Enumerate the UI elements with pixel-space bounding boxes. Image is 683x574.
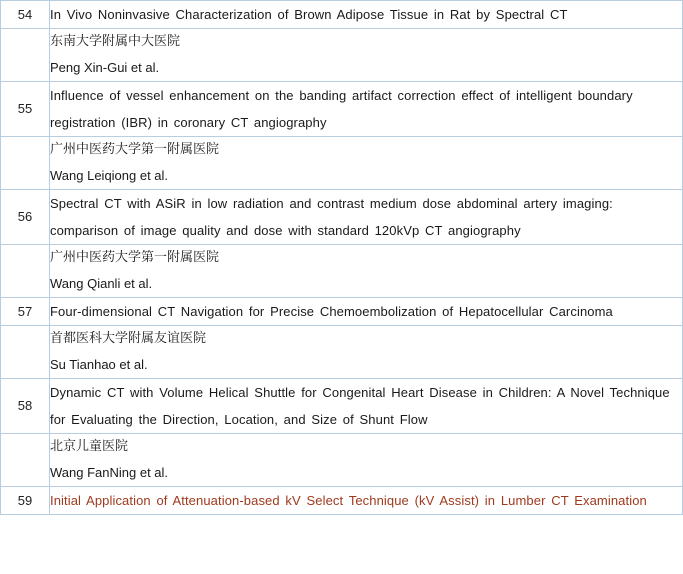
table-row [1, 1, 683, 29]
row-number: 55 [1, 82, 50, 137]
row-number-spacer [1, 326, 50, 379]
row-number: 58 [1, 379, 50, 434]
affiliation-text: 东南大学附属中大医院 [50, 34, 181, 49]
row-affiliation-cell [50, 29, 683, 82]
row-number: 56 [1, 190, 50, 245]
affiliation-text: 首都医科大学附属友谊医院 [50, 331, 207, 346]
row-affiliation-cell [50, 245, 683, 298]
authors-text: Peng Xin-Gui et al. [50, 60, 160, 75]
row-affiliation-cell [50, 326, 683, 379]
table-row [1, 29, 683, 82]
paper-title: Initial Application of Attenuation-based kV Select Technique (kV Assist) in Lumber CT Examination [50, 493, 647, 508]
authors-text: Wang FanNing et al. [50, 465, 169, 480]
row-number: 54 [1, 1, 50, 29]
table-row [1, 487, 683, 515]
table-row [1, 82, 683, 137]
table-row [1, 298, 683, 326]
table-row [1, 434, 683, 487]
paper-title: Four-dimensional CT Navigation for Precise Chemoembolization of Hepatocellular Carcinoma [50, 304, 613, 319]
paper-title: Influence of vessel enhancement on the banding artifact correction effect of intelligent boundary registration (IBR) in coronary CT angiography [50, 88, 633, 130]
authors-text: Su Tianhao et al. [50, 357, 148, 372]
paper-title: In Vivo Noninvasive Characterization of Brown Adipose Tissue in Rat by Spectral CT [50, 7, 568, 22]
row-title-cell [50, 190, 683, 245]
table-row [1, 137, 683, 190]
row-number: 57 [1, 298, 50, 326]
authors-text: Wang Qianli et al. [50, 276, 153, 291]
row-number-spacer [1, 29, 50, 82]
affiliation-text: 广州中医药大学第一附属医院 [50, 250, 220, 265]
affiliation-text: 北京儿童医院 [50, 439, 129, 454]
table-row [1, 190, 683, 245]
row-title-cell [50, 82, 683, 137]
row-number-spacer [1, 245, 50, 298]
affiliation-text: 广州中医药大学第一附属医院 [50, 142, 220, 157]
table-row [1, 326, 683, 379]
row-number: 59 [1, 487, 50, 515]
row-title-cell [50, 298, 683, 326]
authors-text: Wang Leiqiong et al. [50, 168, 169, 183]
table-body [1, 1, 683, 515]
row-affiliation-cell [50, 137, 683, 190]
row-number-spacer [1, 137, 50, 190]
table-row [1, 379, 683, 434]
paper-title: Dynamic CT with Volume Helical Shuttle for Congenital Heart Disease in Children: A Novel Technique for Evaluating the Direction, Location, and Size of Shunt Flow [50, 385, 670, 427]
row-number-spacer [1, 434, 50, 487]
paper-title: Spectral CT with ASiR in low radiation and contrast medium dose abdominal artery imaging: comparison of image quality and dose with standard 120kVp CT angiography [50, 196, 613, 238]
table-row [1, 245, 683, 298]
row-title-cell [50, 1, 683, 29]
row-affiliation-cell [50, 434, 683, 487]
row-title-cell [50, 487, 683, 515]
row-title-cell [50, 379, 683, 434]
